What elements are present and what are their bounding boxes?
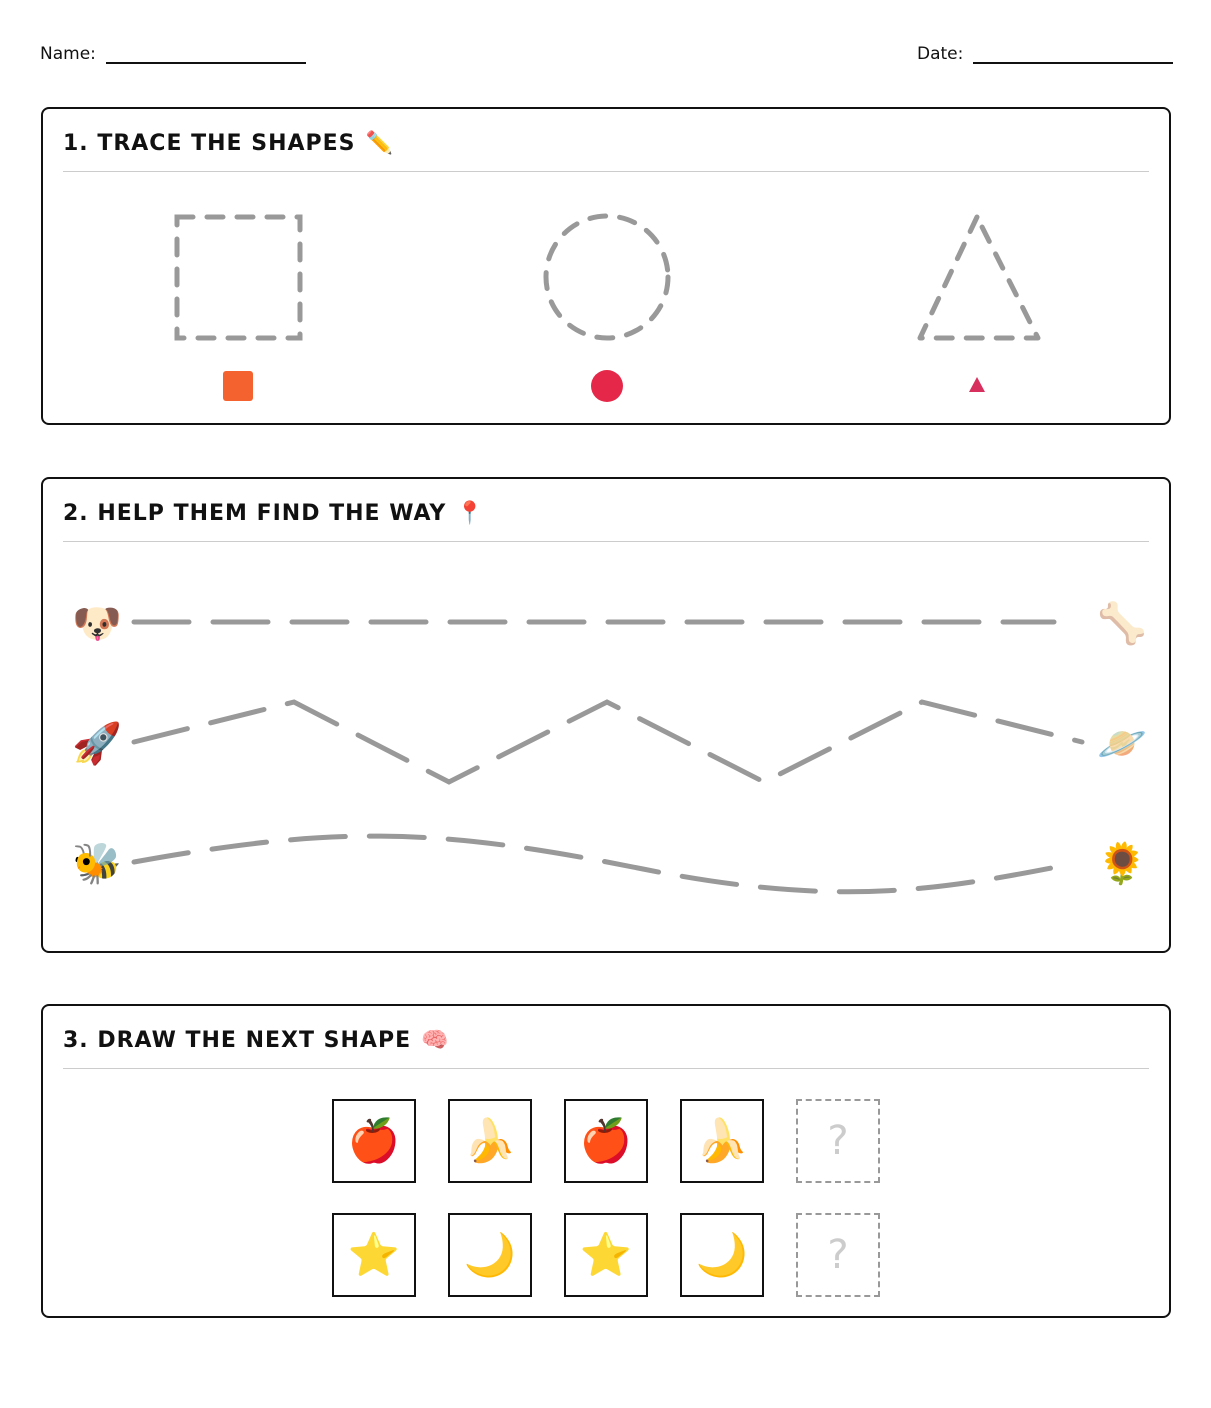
square-icon: [223, 371, 253, 401]
pencil-icon: ✏️: [365, 131, 394, 156]
zigzag-path[interactable]: [134, 702, 1082, 782]
title-text: 2. HELP THEM FIND THE WAY: [63, 501, 447, 526]
pattern-row-fruit: [43, 1099, 1169, 1183]
bee-icon: 🐝: [72, 841, 122, 887]
divider: [63, 1068, 1149, 1069]
paths-canvas[interactable]: [43, 479, 1169, 951]
pin-icon: 📍: [456, 501, 485, 526]
pattern-row-sky: [43, 1213, 1169, 1297]
apple-cell: 🍎: [332, 1099, 416, 1183]
name-label: Name:: [40, 44, 96, 64]
banana-cell: 🍌: [680, 1099, 764, 1183]
triangle-icon: [969, 377, 985, 392]
answer-cell[interactable]: ?: [796, 1099, 880, 1183]
moon-cell: 🌙: [680, 1213, 764, 1297]
trace-square[interactable]: [177, 217, 300, 338]
date-label: Date:: [917, 44, 964, 64]
moon-cell: 🌙: [448, 1213, 532, 1297]
brain-icon: 🧠: [421, 1028, 450, 1053]
rocket-icon: 🚀: [72, 721, 122, 767]
trace-triangle[interactable]: [920, 217, 1038, 338]
name-field[interactable]: [40, 44, 306, 64]
section-find-the-way: [41, 477, 1171, 953]
trace-circle[interactable]: [546, 216, 668, 338]
curve-path[interactable]: [134, 836, 1072, 892]
bone-icon: 🦴: [1097, 601, 1147, 647]
planet-icon: 🪐: [1097, 721, 1147, 767]
title-text: 1. TRACE THE SHAPES: [63, 131, 356, 156]
dog-icon: 🐶: [72, 601, 122, 647]
section-title: [63, 1028, 450, 1053]
trace-shapes-canvas[interactable]: [43, 109, 1169, 423]
name-line[interactable]: [106, 48, 306, 64]
section-trace-shapes: [41, 107, 1171, 425]
section-next-shape: [41, 1004, 1171, 1318]
sunflower-icon: 🌻: [1097, 841, 1147, 887]
star-cell: ⭐: [564, 1213, 648, 1297]
banana-cell: 🍌: [448, 1099, 532, 1183]
date-field[interactable]: [917, 44, 1173, 64]
date-line[interactable]: [973, 48, 1173, 64]
apple-cell: 🍎: [564, 1099, 648, 1183]
answer-cell[interactable]: ?: [796, 1213, 880, 1297]
title-text: 3. DRAW THE NEXT SHAPE: [63, 1028, 412, 1053]
circle-icon: [591, 370, 623, 402]
star-cell: ⭐: [332, 1213, 416, 1297]
